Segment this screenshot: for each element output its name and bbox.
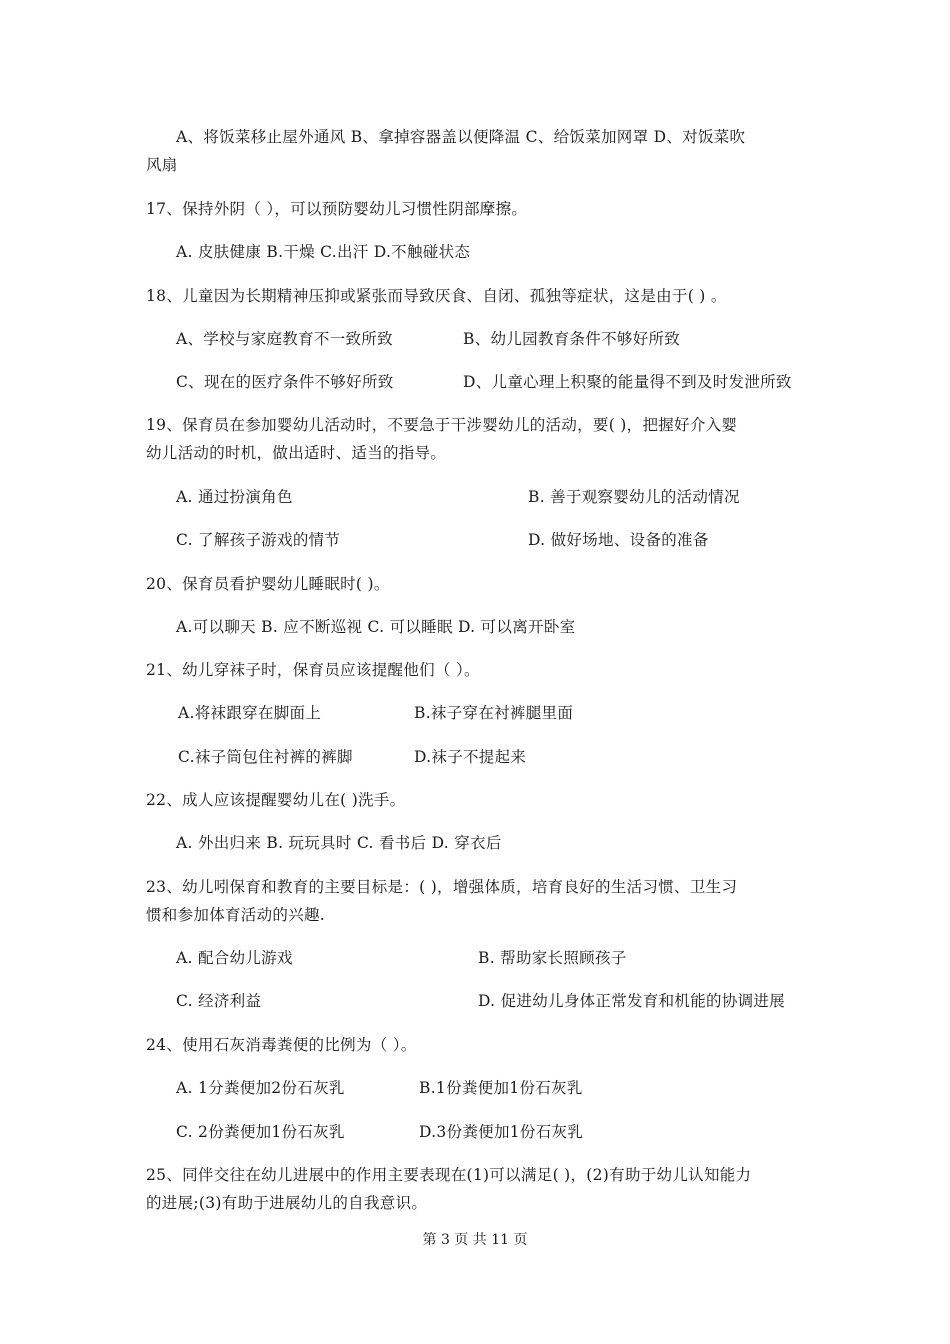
q24-option-c: C. 2份粪便加1份石灰乳 <box>176 1123 345 1141</box>
q21-option-b: B.袜子穿在衬裤腿里面 <box>414 704 574 722</box>
q19-option-a: A. 通过扮演角色 <box>176 488 293 506</box>
q19-option-b: B. 善于观察婴幼儿的活动情况 <box>528 488 740 506</box>
q23-option-b: B. 帮助家长照顾孩子 <box>478 949 627 967</box>
q21-option-c: C.袜子筒包住衬裤的裤脚 <box>178 748 353 766</box>
page-footer: 第 3 页 共 11 页 <box>422 1232 528 1248</box>
q24-option-a: A. 1分粪便加2份石灰乳 <box>176 1079 345 1097</box>
q16-options-continued: 风扇 <box>146 156 178 174</box>
q18-option-c: C、现在的医疗条件不够好所致 <box>176 373 394 391</box>
q19-question: 19、保育员在参加婴幼儿活动时，不要急于干涉婴幼儿的活动，要( )，把握好介入婴 <box>146 416 738 434</box>
q22-options: A. 外出归来 B. 玩玩具时 C. 看书后 D. 穿衣后 <box>176 834 502 852</box>
q20-question: 20、保育员看护婴幼儿睡眠时( )。 <box>146 575 390 593</box>
q23-option-a: A. 配合幼儿游戏 <box>176 949 293 967</box>
q24-option-d: D.3份粪便加1份石灰乳 <box>419 1123 584 1141</box>
q25-question-continued: 的进展;(3)有助于进展幼儿的自我意识。 <box>146 1194 428 1212</box>
q21-question: 21、幼儿穿袜子时，保育员应该提醒他们（ ）。 <box>146 661 480 679</box>
q23-option-c: C. 经济利益 <box>176 992 262 1010</box>
q25-question: 25、同伴交往在幼儿进展中的作用主要表现在(1)可以满足( )，(2)有助于幼儿认知能力 <box>146 1166 752 1184</box>
q24-question: 24、使用石灰消毒粪便的比例为（ ）。 <box>146 1036 417 1054</box>
q17-question: 17、保持外阴（ ），可以预防婴幼儿习惯性阴部摩擦。 <box>146 200 528 218</box>
q23-question-continued: 惯和参加体育活动的兴趣. <box>146 906 326 924</box>
q24-option-b: B.1份粪便加1份石灰乳 <box>419 1079 583 1097</box>
q21-option-d: D.袜子不提起来 <box>414 748 527 766</box>
q19-option-d: D. 做好场地、设备的准备 <box>528 531 709 549</box>
q23-question: 23、幼儿吲保育和教育的主要目标是：( )，增强体质，培育良好的生活习惯、卫生习 <box>146 878 738 896</box>
q18-option-a: A、学校与家庭教育不一致所致 <box>176 330 393 348</box>
q18-option-b: B、幼儿园教育条件不够好所致 <box>463 330 681 348</box>
q20-options: A.可以聊天 B. 应不断巡视 C. 可以睡眠 D. 可以离开卧室 <box>176 618 576 636</box>
q17-options: A. 皮肤健康 B.干燥 C.出汗 D.不触碰状态 <box>176 243 471 261</box>
q22-question: 22、成人应该提醒婴幼儿在( )洗手。 <box>146 791 406 809</box>
q19-option-c: C. 了解孩子游戏的情节 <box>176 531 341 549</box>
q21-option-a: A.将袜跟穿在脚面上 <box>178 704 322 722</box>
q16-options-line: A、将饭菜移止屋外通风 B、拿掉容器盖以便降温 C、给饭菜加网罩 D、对饭菜吹 <box>176 128 746 146</box>
q18-option-d: D、儿童心理上积聚的能量得不到及时发泄所致 <box>463 373 792 391</box>
q18-question: 18、儿童因为长期精神压抑或紧张而导致厌食、自闭、孤独等症状，这是由于( ) 。 <box>146 287 727 305</box>
q23-option-d: D. 促进幼儿身体正常发育和机能的协调进展 <box>478 992 786 1010</box>
q19-question-continued: 幼儿活动的时机，做出适时、适当的指导。 <box>146 444 447 462</box>
